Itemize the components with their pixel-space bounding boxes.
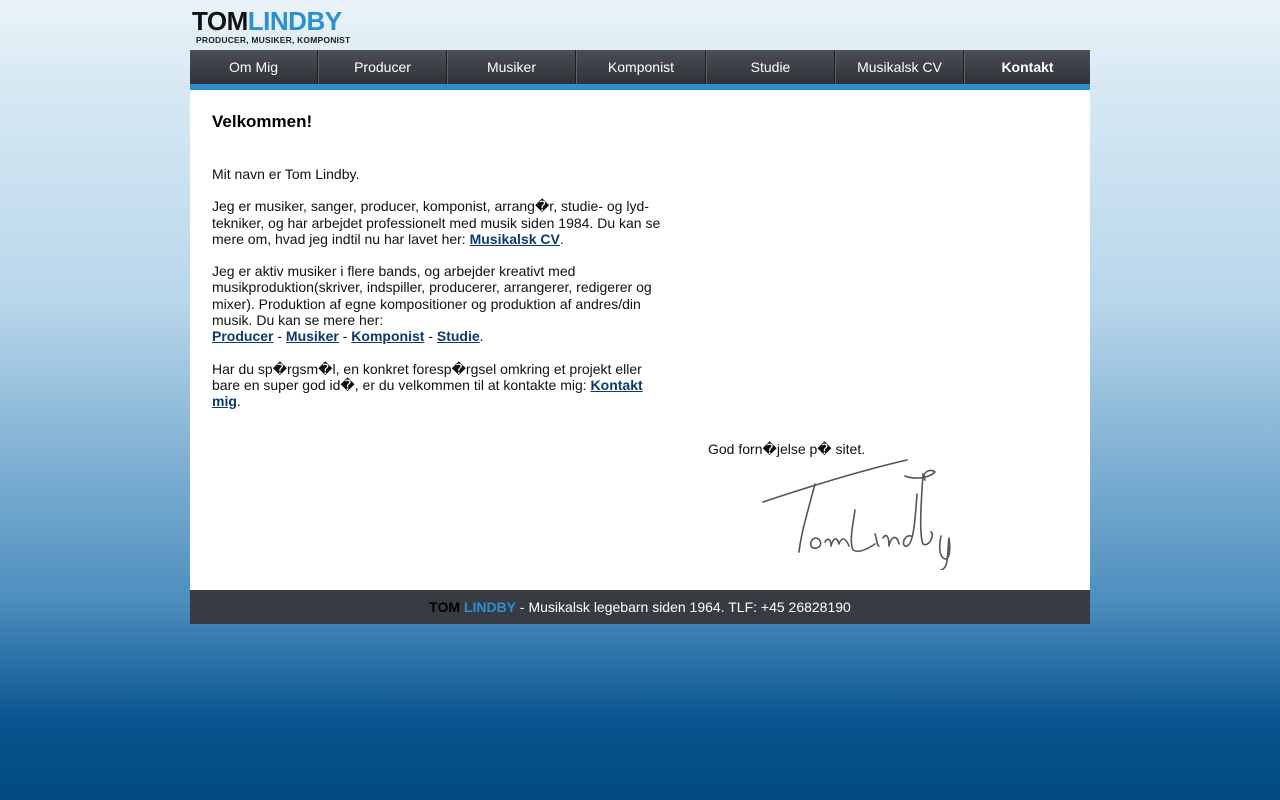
main-nav (190, 50, 1090, 84)
paragraph-4 (212, 361, 664, 410)
paragraph-1: Mit navn er Tom Lindby. (212, 166, 360, 182)
footer-last: LINDBY (463, 599, 517, 615)
logo-first: TOM (192, 6, 248, 36)
separator: - (338, 328, 352, 345)
link-kontakt-mig[interactable]: Kontakt mig (212, 376, 643, 410)
paragraph-2 (212, 198, 664, 247)
closing-text: God forn�jelse p� sitet. (708, 441, 866, 457)
nav-item-producer[interactable]: Producer (318, 50, 447, 84)
nav-item-kontakt[interactable]: Kontakt (964, 50, 1090, 84)
site-logo[interactable] (192, 8, 352, 44)
signature-image (755, 454, 955, 570)
nav-item-studie[interactable]: Studie (706, 50, 835, 84)
logo-tagline: PRODUCER, MUSIKER, KOMPONIST (196, 35, 351, 45)
separator: - (273, 328, 286, 345)
period: . (236, 393, 241, 410)
nav-item-om-mig[interactable]: Om Mig (190, 50, 318, 84)
link-musiker[interactable]: Musiker (285, 328, 339, 345)
footer-first: TOM (429, 599, 461, 615)
paragraph-4-text: Har du sp�rgsm�l, en konkret foresp�rgsel omkring et projekt eller bare en super god id�, er du velkommen til at kontakte mig: (212, 360, 642, 393)
intro-text (212, 166, 664, 426)
paragraph-3-text: Jeg er aktiv musiker i flere bands, og arbejder kreativt med musikproduktion(skriver, indspiller, producerer, arrangerer, redigerer og mixer). Produktion af egne kompositioner og produktion af andres/din musik. Du kan se mere her: (212, 263, 652, 329)
main-content (190, 90, 1090, 590)
nav-item-musiker[interactable]: Musiker (447, 50, 576, 84)
footer-rest: - Musikalsk legebarn siden 1964. TLF: +45 26828190 (516, 599, 851, 615)
site-footer (190, 590, 1090, 624)
link-musikalsk-cv[interactable]: Musikalsk CV (469, 230, 560, 247)
link-producer[interactable]: Producer (212, 328, 274, 345)
period: . (479, 328, 484, 345)
page-title: Velkommen! (212, 112, 313, 131)
nav-item-komponist[interactable]: Komponist (576, 50, 706, 84)
link-studie[interactable]: Studie (436, 328, 480, 345)
period: . (559, 230, 564, 247)
nav-item-musikalsk-cv[interactable]: Musikalsk CV (835, 50, 964, 84)
paragraph-2-text: Jeg er musiker, sanger, producer, komponist, arrang�r, studie- og lyd-tekniker, og har arbejdet professionelt med musik siden 1984. Du kan se mere om, hvad jeg indtil nu har lavet her: (212, 198, 661, 247)
logo-last: LINDBY (247, 6, 342, 36)
paragraph-3 (212, 263, 664, 344)
separator: - (424, 328, 437, 345)
link-komponist[interactable]: Komponist (351, 328, 425, 345)
